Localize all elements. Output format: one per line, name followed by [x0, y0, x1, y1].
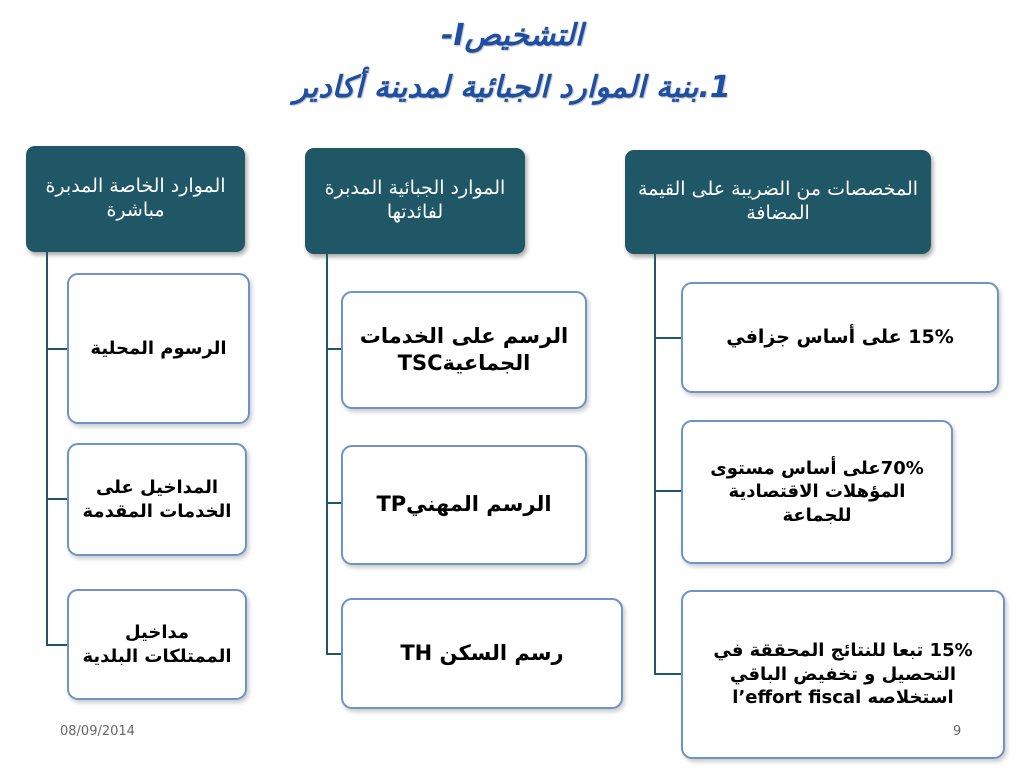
- card-vat-fiscal-effort: 15% تبعا للنتائج المحققة في التحصيل و تخفيض الباقي استخلاصه l’effort fiscal: [681, 590, 1005, 759]
- footer-date: 08/09/2014: [60, 724, 135, 739]
- slide-title: -Iالتشخيص: [440, 18, 584, 53]
- slide-subtitle: 1.بنية الموارد الجبائية لمدينة أكادير: [293, 70, 731, 105]
- connector-branch-vat-1: [654, 337, 682, 339]
- card-tsc-tax: الرسم على الخدمات الجماعيةTSC: [341, 291, 587, 409]
- connector-vertical-vat: [654, 254, 656, 675]
- header-vat-allocations: المخصصات من الضريبة على القيمة المضافة: [625, 150, 931, 254]
- header-managed-taxes: الموارد الجبائية المدبرة لفائدتها: [305, 148, 525, 254]
- card-vat-flat-rate: 15% على أساس جزافي: [681, 282, 999, 393]
- connector-branch-vat-3: [654, 673, 682, 675]
- connector-vertical-managed: [326, 254, 328, 655]
- card-vat-economic-level: 70%على أساس مستوى المؤهلات الاقتصادية للجماعة: [681, 420, 953, 564]
- footer-page-number: 9: [953, 724, 962, 739]
- connector-branch-own-3: [46, 644, 68, 646]
- card-service-revenue: المداخيل على الخدمات المقدمة: [67, 443, 247, 556]
- connector-branch-managed-2: [326, 502, 342, 504]
- card-property-revenue: مداخيل الممتلكات البلدية: [67, 589, 247, 700]
- header-own-resources: الموارد الخاصة المدبرة مباشرة: [26, 146, 245, 252]
- connector-branch-vat-2: [654, 490, 682, 492]
- connector-branch-managed-1: [326, 348, 342, 350]
- card-local-fees: الرسوم المحلية: [67, 273, 250, 424]
- card-th-tax: رسم السكن TH: [341, 598, 623, 709]
- connector-branch-own-1: [46, 348, 68, 350]
- connector-branch-own-2: [46, 498, 68, 500]
- card-tp-tax: الرسم المهنيTP: [341, 445, 587, 565]
- connector-branch-managed-3: [326, 653, 342, 655]
- connector-vertical-own: [46, 252, 48, 646]
